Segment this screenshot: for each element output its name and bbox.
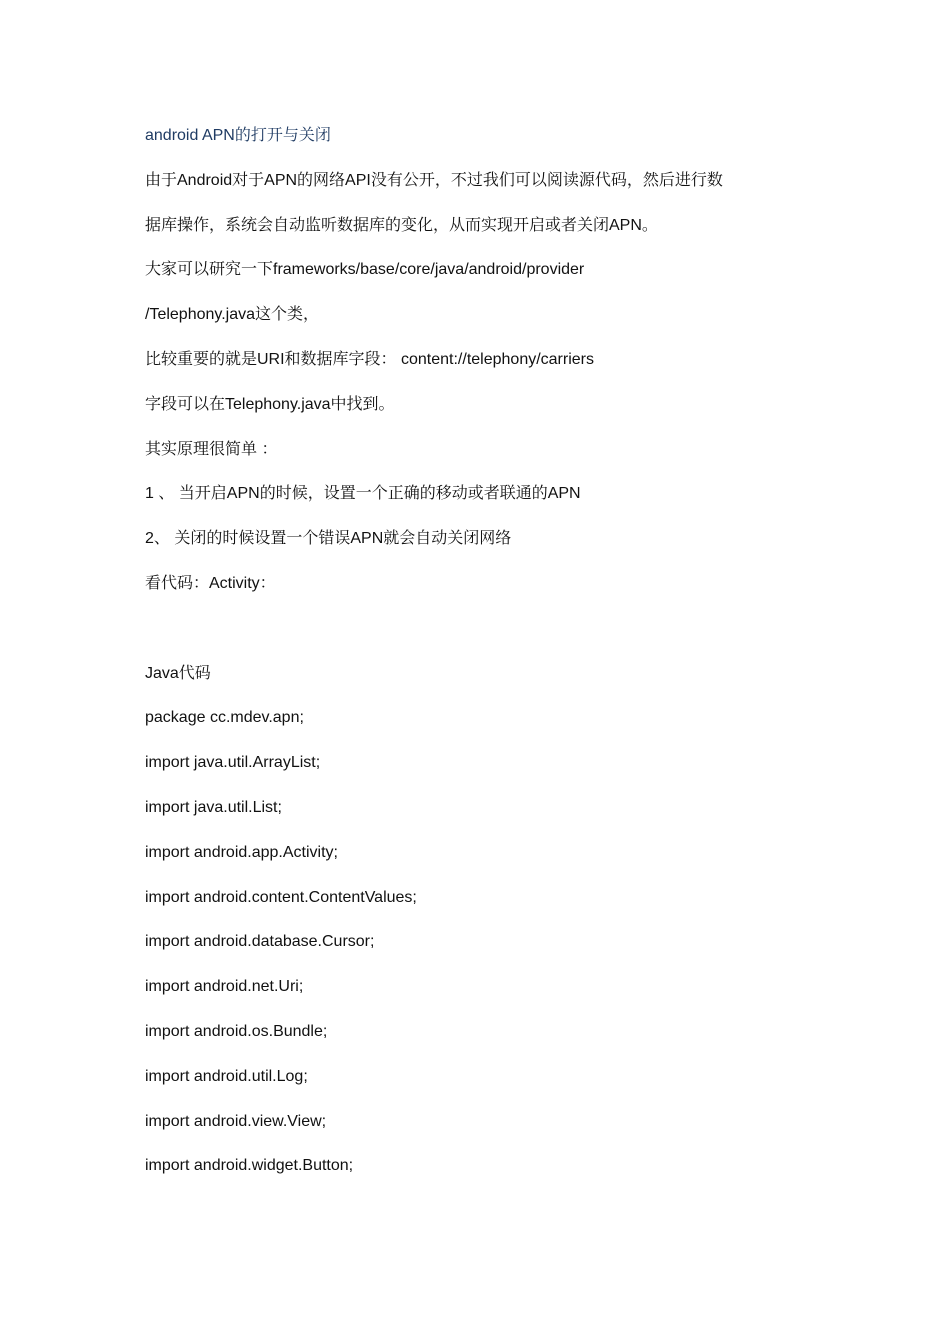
code-line-4: import android.app.Activity; xyxy=(145,843,338,861)
paragraph-line-8: 1 、 当开启APN的时候，设置一个正确的移动或者联通的APN xyxy=(145,485,581,503)
code-line-7: import android.net.Uri; xyxy=(145,978,304,996)
code-line-3: import java.util.List; xyxy=(145,798,282,816)
paragraph-line-10: 看代码：Activity： xyxy=(145,574,276,592)
code-line-6: import android.database.Cursor; xyxy=(145,933,375,951)
blank-spacer xyxy=(145,617,805,662)
paragraph-line-7: 其实原理很简单 ： xyxy=(145,440,278,458)
code-label: Java代码 xyxy=(145,664,211,682)
code-line-9: import android.util.Log; xyxy=(145,1067,308,1085)
code-line-1: package cc.mdev.apn; xyxy=(145,709,304,727)
paragraph-line-3: 大家可以研究一下frameworks/base/core/java/android/provider xyxy=(145,261,585,279)
document-content xyxy=(145,124,805,1199)
code-line-2: import java.util.ArrayList; xyxy=(145,754,321,772)
paragraph-line-9: 2、 关闭的时候设置一个错误APN就会自动关闭网络 xyxy=(145,530,512,548)
paragraph-line-1: 由于Android对于APN的网络API没有公开，不过我们可以阅读源代码，然后进行数 xyxy=(145,171,723,189)
paragraph-line-2: 据库操作，系统会自动监听数据库的变化，从而实现开启或者关闭APN。 xyxy=(145,216,658,234)
paragraph-line-4: /Telephony.java这个类， xyxy=(145,306,320,324)
document-title: android APN的打开与关闭 xyxy=(145,127,331,144)
paragraph-line-5: 比较重要的就是URI和数据库字段： content://telephony/carriers xyxy=(145,350,594,368)
code-line-10: import android.view.View; xyxy=(145,1112,327,1130)
code-line-8: import android.os.Bundle; xyxy=(145,1022,328,1040)
paragraph-line-6: 字段可以在Telephony.java中找到。 xyxy=(145,395,395,413)
code-line-11: import android.widget.Button; xyxy=(145,1157,354,1175)
code-line-5: import android.content.ContentValues; xyxy=(145,888,417,906)
